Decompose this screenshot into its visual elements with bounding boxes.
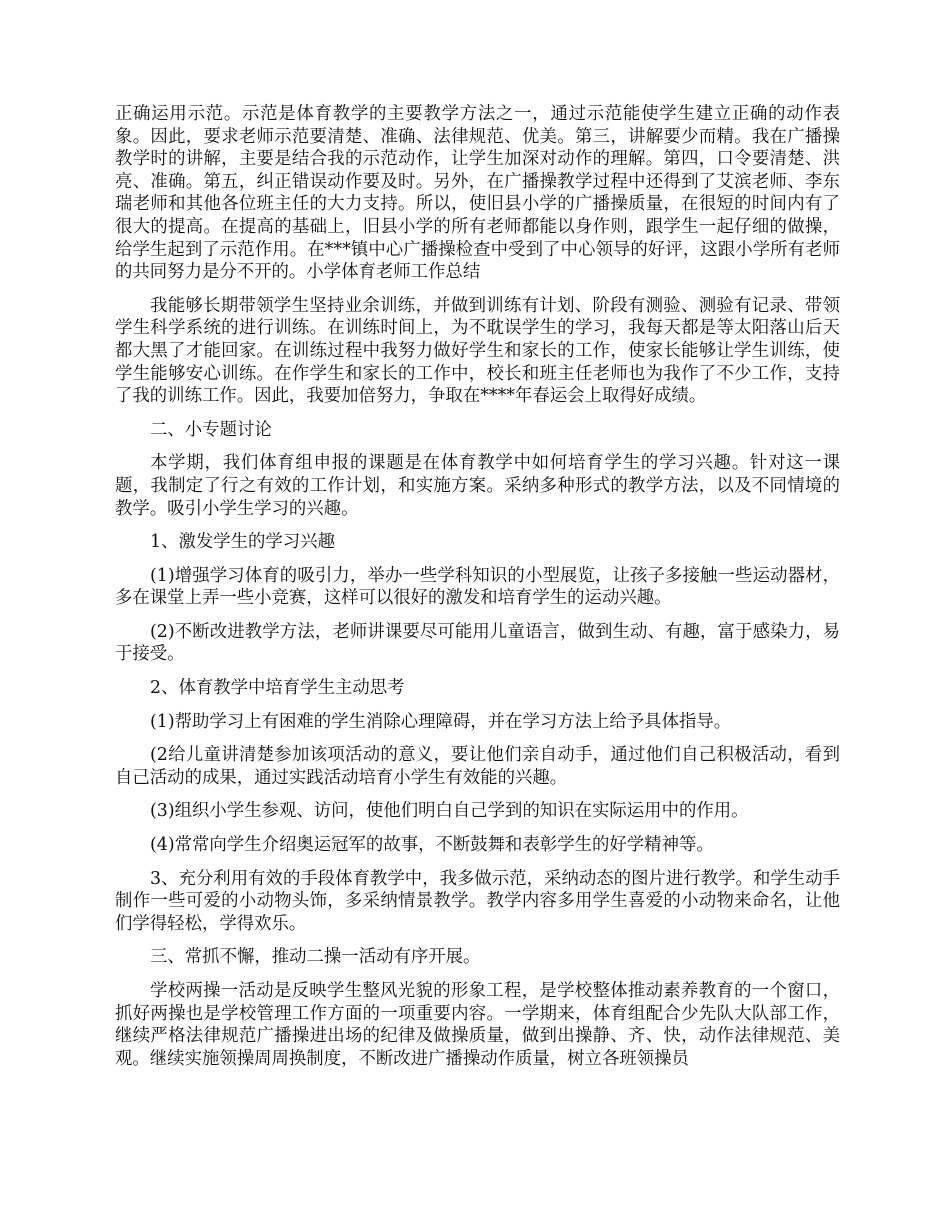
section-heading-topic-discussion: 二、小专题讨论: [150, 419, 272, 440]
list-item-2-1: (1)帮助学习上有困难的学生消除心理障碍，并在学习方法上给予具体指导。: [150, 711, 732, 732]
paragraph-two-exercises: 学校两操一活动是反映学生整风光貌的形象工程，是学校整体推动素养教育的一个窗口，抓好两操也是学校管理工作方面的一项重要内容。一学期来，体育组配合少先队大队部工作，继续严格法律规范广播操进出场的纪律及做操质量，做到出操静、齐、快，动作法律规范、美观。继续实施领操周周换制度，不断改进广播操动作质量，树立各班领操员: [115, 981, 840, 1069]
paragraph-topic-intro: 本学期，我们体育组申报的课题是在体育教学中如何培育学生的学习兴趣。针对这一课题，我制定了行之有效的工作计划，和实施方案。采纳多种形式的教学方法，以及不同情境的教学。吸引小学生学习的兴趣。: [115, 453, 840, 519]
list-item-2-2: (2给儿童讲清楚参加该项活动的意义，要让他们亲自动手，通过他们自己积极活动，看到自己活动的成果，通过实践活动培育小学生有效能的兴趣。: [115, 745, 840, 788]
list-item-1-1: (1)增强学习体育的吸引力，举办一些学科知识的小型展览，让孩子多接触一些运动器材，多在课堂上弄一些小竞赛，这样可以很好的激发和培育学生的运动兴趣。: [115, 565, 840, 609]
paragraph-training: 我能够长期带领学生坚持业余训练，并做到训练有计划、阶段有测验、测验有记录、带领学生科学系统的进行训练。在训练时间上，为不耽误学生的学习，我每天都是等太阳落山后天都大黑了才能回家。在训练过程中我努力做好学生和家长的工作，使家长能够让学生训练，使学生能够安心训练。在作学生和家长的工作中，校长和班主任老师也为我作了不少工作，支持了我的训练工作。因此，我要加倍努力，争取在****年春运会上取得好成绩。: [115, 295, 840, 407]
section-heading-two-exercises: 三、常抓不懈，推动二操一活动有序开展。: [150, 947, 481, 968]
paragraph-demonstration: 正确运用示范。示范是体育教学的主要教学方法之一，通过示范能使学生建立正确的动作表象。因此，要求老师示范要清楚、准确、法律规范、优美。第三，讲解要少而精。我在广播操教学时的讲解，主要是结合我的示范动作，让学生加深对动作的理解。第四，口令要清楚、洪亮、准确。第五，纠正错误动作要及时。另外，在广播操教学过程中还得到了艾滨老师、李东瑞老师和其他各位班主任的大力支持。所以，使旧县小学的广播操质量，在很短的时间内有了很大的提高。在提高的基础上，旧县小学的所有老师都能以身作则，跟学生一起仔细的做操，给学生起到了示范作用。在***镇中心广播操检查中受到了中心领导的好评，这跟小学所有老师的共同努力是分不开的。小学体育老师工作总结: [115, 104, 840, 283]
document-page: [115, 103, 840, 1081]
list-item-1-2: (2)不断改进教学方法，老师讲课要尽可能用儿童语言，做到生动、有趣，富于感染力，易于接受。: [115, 621, 840, 665]
subheading-stimulate-interest: 1、激发学生的学习兴趣: [150, 532, 335, 553]
list-item-2-4: (4)常常向学生介绍奥运冠军的故事，不断鼓舞和表彰学生的好学精神等。: [150, 835, 714, 856]
paragraph-effective-means: 3、充分利用有效的手段体育教学中，我多做示范，采纳动态的图片进行教学。和学生动手制作一些可爱的小动物头饰，多采纳情景教学。教学内容多用学生喜爱的小动物来命名，让他们学得轻松，学得欢乐。: [115, 868, 840, 934]
list-item-2-3: (3)组织小学生参观、访问，使他们明白自己学到的知识在实际运用中的作用。: [150, 801, 749, 822]
subheading-active-thinking: 2、体育教学中培育学生主动思考: [150, 678, 405, 699]
